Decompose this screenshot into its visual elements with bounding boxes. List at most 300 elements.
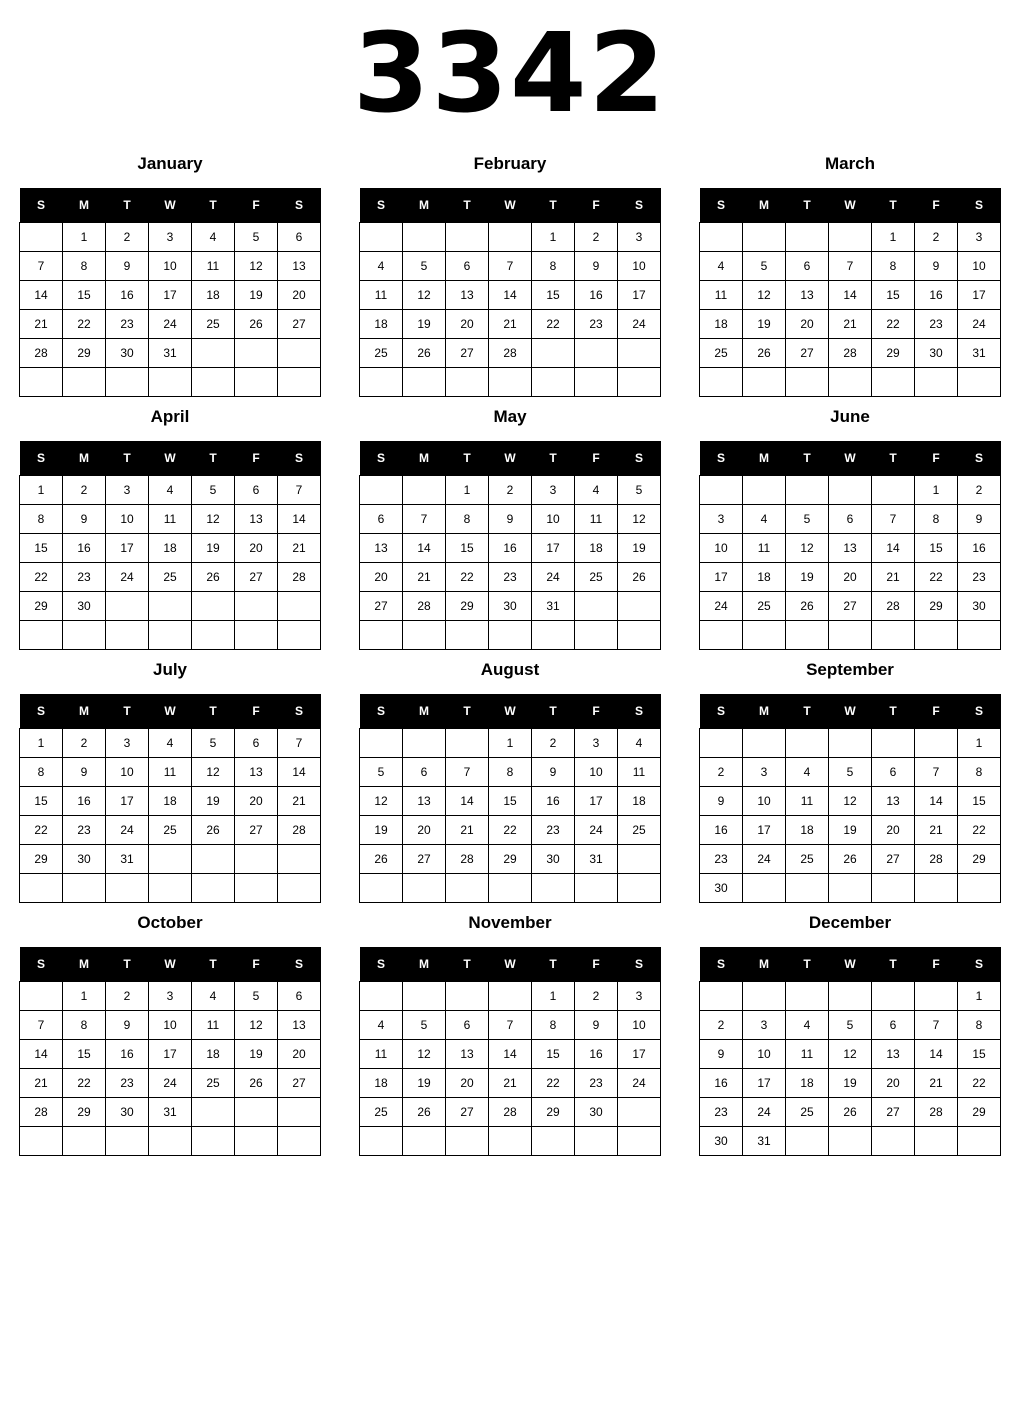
day-cell[interactable]: 8	[63, 1011, 106, 1040]
day-cell[interactable]: 8	[958, 758, 1001, 787]
day-cell[interactable]: 2	[958, 476, 1001, 505]
day-cell[interactable]: 20	[278, 281, 321, 310]
day-cell[interactable]: 25	[786, 845, 829, 874]
day-cell[interactable]: 30	[958, 592, 1001, 621]
day-cell[interactable]: 13	[829, 534, 872, 563]
day-cell[interactable]: 18	[700, 310, 743, 339]
day-cell[interactable]: 2	[575, 223, 618, 252]
day-cell[interactable]: 11	[575, 505, 618, 534]
day-cell[interactable]: 7	[915, 1011, 958, 1040]
day-cell[interactable]: 10	[149, 252, 192, 281]
day-cell[interactable]: 11	[149, 505, 192, 534]
day-cell[interactable]: 25	[192, 310, 235, 339]
day-cell[interactable]: 17	[700, 563, 743, 592]
day-cell[interactable]: 10	[618, 1011, 661, 1040]
day-cell[interactable]: 30	[575, 1098, 618, 1127]
day-cell[interactable]: 6	[278, 223, 321, 252]
day-cell[interactable]: 24	[743, 1098, 786, 1127]
day-cell[interactable]: 19	[618, 534, 661, 563]
day-cell[interactable]: 6	[446, 252, 489, 281]
day-cell[interactable]: 24	[700, 592, 743, 621]
day-cell[interactable]: 22	[63, 1069, 106, 1098]
day-cell[interactable]: 23	[489, 563, 532, 592]
day-cell[interactable]: 29	[872, 339, 915, 368]
day-cell[interactable]: 23	[915, 310, 958, 339]
day-cell[interactable]: 6	[235, 476, 278, 505]
day-cell[interactable]: 24	[106, 816, 149, 845]
day-cell[interactable]: 14	[403, 534, 446, 563]
day-cell[interactable]: 13	[446, 281, 489, 310]
day-cell[interactable]: 23	[958, 563, 1001, 592]
day-cell[interactable]: 24	[618, 310, 661, 339]
day-cell[interactable]: 10	[106, 505, 149, 534]
day-cell[interactable]: 10	[743, 1040, 786, 1069]
day-cell[interactable]: 18	[786, 1069, 829, 1098]
day-cell[interactable]: 11	[360, 281, 403, 310]
day-cell[interactable]: 30	[63, 592, 106, 621]
day-cell[interactable]: 19	[403, 1069, 446, 1098]
day-cell[interactable]: 28	[403, 592, 446, 621]
day-cell[interactable]: 2	[915, 223, 958, 252]
day-cell[interactable]: 6	[446, 1011, 489, 1040]
day-cell[interactable]: 12	[235, 252, 278, 281]
day-cell[interactable]: 17	[575, 787, 618, 816]
day-cell[interactable]: 10	[743, 787, 786, 816]
day-cell[interactable]: 13	[403, 787, 446, 816]
day-cell[interactable]: 9	[106, 252, 149, 281]
day-cell[interactable]: 26	[403, 1098, 446, 1127]
day-cell[interactable]: 18	[360, 1069, 403, 1098]
day-cell[interactable]: 6	[872, 758, 915, 787]
day-cell[interactable]: 19	[829, 1069, 872, 1098]
day-cell[interactable]: 19	[235, 1040, 278, 1069]
day-cell[interactable]: 1	[915, 476, 958, 505]
day-cell[interactable]: 18	[149, 534, 192, 563]
day-cell[interactable]: 16	[106, 1040, 149, 1069]
day-cell[interactable]: 16	[489, 534, 532, 563]
day-cell[interactable]: 30	[489, 592, 532, 621]
day-cell[interactable]: 17	[532, 534, 575, 563]
day-cell[interactable]: 30	[63, 845, 106, 874]
day-cell[interactable]: 14	[446, 787, 489, 816]
day-cell[interactable]: 18	[743, 563, 786, 592]
day-cell[interactable]: 25	[192, 1069, 235, 1098]
day-cell[interactable]: 15	[532, 281, 575, 310]
day-cell[interactable]: 15	[958, 787, 1001, 816]
day-cell[interactable]: 27	[360, 592, 403, 621]
day-cell[interactable]: 25	[360, 339, 403, 368]
day-cell[interactable]: 2	[700, 758, 743, 787]
day-cell[interactable]: 21	[489, 310, 532, 339]
day-cell[interactable]: 25	[743, 592, 786, 621]
day-cell[interactable]: 1	[532, 982, 575, 1011]
day-cell[interactable]: 12	[360, 787, 403, 816]
day-cell[interactable]: 3	[958, 223, 1001, 252]
day-cell[interactable]: 9	[575, 1011, 618, 1040]
day-cell[interactable]: 11	[786, 1040, 829, 1069]
day-cell[interactable]: 15	[446, 534, 489, 563]
day-cell[interactable]: 8	[63, 252, 106, 281]
day-cell[interactable]: 3	[149, 982, 192, 1011]
day-cell[interactable]: 9	[532, 758, 575, 787]
day-cell[interactable]: 3	[575, 729, 618, 758]
day-cell[interactable]: 16	[532, 787, 575, 816]
day-cell[interactable]: 11	[786, 787, 829, 816]
day-cell[interactable]: 12	[235, 1011, 278, 1040]
day-cell[interactable]: 1	[446, 476, 489, 505]
day-cell[interactable]: 10	[700, 534, 743, 563]
day-cell[interactable]: 31	[532, 592, 575, 621]
day-cell[interactable]: 4	[786, 758, 829, 787]
day-cell[interactable]: 5	[618, 476, 661, 505]
day-cell[interactable]: 15	[63, 1040, 106, 1069]
day-cell[interactable]: 3	[532, 476, 575, 505]
day-cell[interactable]: 2	[106, 223, 149, 252]
day-cell[interactable]: 15	[489, 787, 532, 816]
day-cell[interactable]: 1	[958, 982, 1001, 1011]
day-cell[interactable]: 5	[192, 476, 235, 505]
day-cell[interactable]: 12	[192, 505, 235, 534]
day-cell[interactable]: 3	[700, 505, 743, 534]
day-cell[interactable]: 23	[63, 563, 106, 592]
day-cell[interactable]: 11	[149, 758, 192, 787]
day-cell[interactable]: 18	[618, 787, 661, 816]
day-cell[interactable]: 28	[489, 1098, 532, 1127]
day-cell[interactable]: 13	[786, 281, 829, 310]
day-cell[interactable]: 9	[958, 505, 1001, 534]
day-cell[interactable]: 26	[829, 1098, 872, 1127]
day-cell[interactable]: 22	[958, 816, 1001, 845]
day-cell[interactable]: 31	[958, 339, 1001, 368]
day-cell[interactable]: 20	[446, 310, 489, 339]
day-cell[interactable]: 13	[872, 1040, 915, 1069]
day-cell[interactable]: 20	[872, 816, 915, 845]
day-cell[interactable]: 17	[743, 1069, 786, 1098]
day-cell[interactable]: 30	[106, 1098, 149, 1127]
day-cell[interactable]: 5	[786, 505, 829, 534]
day-cell[interactable]: 30	[700, 874, 743, 903]
day-cell[interactable]: 29	[958, 1098, 1001, 1127]
day-cell[interactable]: 9	[575, 252, 618, 281]
day-cell[interactable]: 13	[278, 252, 321, 281]
day-cell[interactable]: 28	[278, 816, 321, 845]
day-cell[interactable]: 27	[446, 339, 489, 368]
day-cell[interactable]: 10	[618, 252, 661, 281]
day-cell[interactable]: 8	[872, 252, 915, 281]
day-cell[interactable]: 16	[63, 534, 106, 563]
day-cell[interactable]: 26	[403, 339, 446, 368]
day-cell[interactable]: 26	[618, 563, 661, 592]
day-cell[interactable]: 3	[743, 758, 786, 787]
day-cell[interactable]: 16	[63, 787, 106, 816]
day-cell[interactable]: 21	[489, 1069, 532, 1098]
day-cell[interactable]: 24	[575, 816, 618, 845]
day-cell[interactable]: 29	[20, 845, 63, 874]
day-cell[interactable]: 1	[532, 223, 575, 252]
day-cell[interactable]: 11	[618, 758, 661, 787]
day-cell[interactable]: 13	[278, 1011, 321, 1040]
day-cell[interactable]: 19	[360, 816, 403, 845]
day-cell[interactable]: 27	[872, 1098, 915, 1127]
day-cell[interactable]: 21	[446, 816, 489, 845]
day-cell[interactable]: 18	[786, 816, 829, 845]
day-cell[interactable]: 19	[192, 534, 235, 563]
day-cell[interactable]: 4	[360, 1011, 403, 1040]
day-cell[interactable]: 29	[63, 1098, 106, 1127]
day-cell[interactable]: 7	[403, 505, 446, 534]
day-cell[interactable]: 28	[278, 563, 321, 592]
day-cell[interactable]: 20	[403, 816, 446, 845]
day-cell[interactable]: 22	[20, 563, 63, 592]
day-cell[interactable]: 10	[149, 1011, 192, 1040]
day-cell[interactable]: 21	[915, 816, 958, 845]
day-cell[interactable]: 9	[700, 1040, 743, 1069]
day-cell[interactable]: 8	[958, 1011, 1001, 1040]
day-cell[interactable]: 26	[829, 845, 872, 874]
day-cell[interactable]: 12	[192, 758, 235, 787]
day-cell[interactable]: 6	[872, 1011, 915, 1040]
day-cell[interactable]: 25	[618, 816, 661, 845]
day-cell[interactable]: 18	[575, 534, 618, 563]
day-cell[interactable]: 4	[149, 729, 192, 758]
day-cell[interactable]: 3	[743, 1011, 786, 1040]
day-cell[interactable]: 1	[872, 223, 915, 252]
day-cell[interactable]: 27	[829, 592, 872, 621]
day-cell[interactable]: 2	[63, 729, 106, 758]
day-cell[interactable]: 8	[489, 758, 532, 787]
day-cell[interactable]: 23	[575, 310, 618, 339]
day-cell[interactable]: 21	[278, 787, 321, 816]
day-cell[interactable]: 9	[63, 505, 106, 534]
day-cell[interactable]: 29	[532, 1098, 575, 1127]
day-cell[interactable]: 25	[700, 339, 743, 368]
day-cell[interactable]: 20	[446, 1069, 489, 1098]
day-cell[interactable]: 21	[872, 563, 915, 592]
day-cell[interactable]: 22	[532, 1069, 575, 1098]
day-cell[interactable]: 12	[743, 281, 786, 310]
day-cell[interactable]: 29	[63, 339, 106, 368]
day-cell[interactable]: 19	[192, 787, 235, 816]
day-cell[interactable]: 7	[278, 476, 321, 505]
day-cell[interactable]: 14	[20, 1040, 63, 1069]
day-cell[interactable]: 14	[489, 1040, 532, 1069]
day-cell[interactable]: 8	[532, 252, 575, 281]
day-cell[interactable]: 14	[872, 534, 915, 563]
day-cell[interactable]: 19	[829, 816, 872, 845]
day-cell[interactable]: 25	[360, 1098, 403, 1127]
day-cell[interactable]: 4	[575, 476, 618, 505]
day-cell[interactable]: 15	[958, 1040, 1001, 1069]
day-cell[interactable]: 28	[20, 1098, 63, 1127]
day-cell[interactable]: 28	[872, 592, 915, 621]
day-cell[interactable]: 22	[20, 816, 63, 845]
day-cell[interactable]: 27	[278, 310, 321, 339]
day-cell[interactable]: 28	[446, 845, 489, 874]
day-cell[interactable]: 16	[915, 281, 958, 310]
day-cell[interactable]: 31	[743, 1127, 786, 1156]
day-cell[interactable]: 17	[618, 1040, 661, 1069]
day-cell[interactable]: 6	[235, 729, 278, 758]
day-cell[interactable]: 4	[192, 982, 235, 1011]
day-cell[interactable]: 17	[106, 787, 149, 816]
day-cell[interactable]: 2	[700, 1011, 743, 1040]
day-cell[interactable]: 12	[829, 1040, 872, 1069]
day-cell[interactable]: 31	[106, 845, 149, 874]
day-cell[interactable]: 17	[958, 281, 1001, 310]
day-cell[interactable]: 5	[403, 1011, 446, 1040]
day-cell[interactable]: 22	[489, 816, 532, 845]
day-cell[interactable]: 8	[532, 1011, 575, 1040]
day-cell[interactable]: 27	[278, 1069, 321, 1098]
day-cell[interactable]: 14	[20, 281, 63, 310]
day-cell[interactable]: 24	[149, 1069, 192, 1098]
day-cell[interactable]: 3	[106, 476, 149, 505]
day-cell[interactable]: 4	[360, 252, 403, 281]
day-cell[interactable]: 22	[915, 563, 958, 592]
day-cell[interactable]: 26	[360, 845, 403, 874]
day-cell[interactable]: 20	[829, 563, 872, 592]
day-cell[interactable]: 14	[829, 281, 872, 310]
day-cell[interactable]: 4	[192, 223, 235, 252]
day-cell[interactable]: 23	[106, 310, 149, 339]
day-cell[interactable]: 30	[106, 339, 149, 368]
day-cell[interactable]: 24	[618, 1069, 661, 1098]
day-cell[interactable]: 17	[149, 1040, 192, 1069]
day-cell[interactable]: 18	[192, 281, 235, 310]
day-cell[interactable]: 5	[403, 252, 446, 281]
day-cell[interactable]: 15	[20, 534, 63, 563]
day-cell[interactable]: 5	[235, 223, 278, 252]
day-cell[interactable]: 7	[20, 1011, 63, 1040]
day-cell[interactable]: 19	[403, 310, 446, 339]
day-cell[interactable]: 31	[149, 1098, 192, 1127]
day-cell[interactable]: 26	[235, 1069, 278, 1098]
day-cell[interactable]: 11	[192, 252, 235, 281]
day-cell[interactable]: 24	[149, 310, 192, 339]
day-cell[interactable]: 30	[700, 1127, 743, 1156]
day-cell[interactable]: 28	[915, 1098, 958, 1127]
day-cell[interactable]: 7	[489, 252, 532, 281]
day-cell[interactable]: 21	[915, 1069, 958, 1098]
day-cell[interactable]: 20	[786, 310, 829, 339]
day-cell[interactable]: 15	[872, 281, 915, 310]
day-cell[interactable]: 5	[743, 252, 786, 281]
day-cell[interactable]: 9	[63, 758, 106, 787]
day-cell[interactable]: 10	[958, 252, 1001, 281]
day-cell[interactable]: 19	[235, 281, 278, 310]
day-cell[interactable]: 22	[958, 1069, 1001, 1098]
day-cell[interactable]: 23	[575, 1069, 618, 1098]
day-cell[interactable]: 13	[872, 787, 915, 816]
day-cell[interactable]: 10	[106, 758, 149, 787]
day-cell[interactable]: 22	[63, 310, 106, 339]
day-cell[interactable]: 6	[403, 758, 446, 787]
day-cell[interactable]: 1	[958, 729, 1001, 758]
day-cell[interactable]: 6	[829, 505, 872, 534]
day-cell[interactable]: 15	[20, 787, 63, 816]
day-cell[interactable]: 7	[446, 758, 489, 787]
day-cell[interactable]: 12	[829, 787, 872, 816]
day-cell[interactable]: 22	[446, 563, 489, 592]
day-cell[interactable]: 3	[618, 982, 661, 1011]
day-cell[interactable]: 16	[700, 816, 743, 845]
day-cell[interactable]: 30	[532, 845, 575, 874]
day-cell[interactable]: 12	[403, 1040, 446, 1069]
day-cell[interactable]: 17	[106, 534, 149, 563]
day-cell[interactable]: 15	[915, 534, 958, 563]
day-cell[interactable]: 28	[915, 845, 958, 874]
day-cell[interactable]: 7	[278, 729, 321, 758]
day-cell[interactable]: 7	[872, 505, 915, 534]
day-cell[interactable]: 27	[872, 845, 915, 874]
day-cell[interactable]: 15	[63, 281, 106, 310]
day-cell[interactable]: 4	[618, 729, 661, 758]
day-cell[interactable]: 27	[403, 845, 446, 874]
day-cell[interactable]: 11	[743, 534, 786, 563]
day-cell[interactable]: 2	[532, 729, 575, 758]
day-cell[interactable]: 23	[700, 1098, 743, 1127]
day-cell[interactable]: 16	[700, 1069, 743, 1098]
day-cell[interactable]: 12	[403, 281, 446, 310]
day-cell[interactable]: 11	[700, 281, 743, 310]
day-cell[interactable]: 31	[575, 845, 618, 874]
day-cell[interactable]: 8	[446, 505, 489, 534]
day-cell[interactable]: 20	[235, 534, 278, 563]
day-cell[interactable]: 17	[149, 281, 192, 310]
day-cell[interactable]: 19	[743, 310, 786, 339]
day-cell[interactable]: 17	[743, 816, 786, 845]
day-cell[interactable]: 29	[958, 845, 1001, 874]
day-cell[interactable]: 4	[786, 1011, 829, 1040]
day-cell[interactable]: 2	[575, 982, 618, 1011]
day-cell[interactable]: 18	[360, 310, 403, 339]
day-cell[interactable]: 21	[403, 563, 446, 592]
day-cell[interactable]: 20	[235, 787, 278, 816]
day-cell[interactable]: 2	[63, 476, 106, 505]
day-cell[interactable]: 25	[149, 563, 192, 592]
day-cell[interactable]: 16	[958, 534, 1001, 563]
day-cell[interactable]: 21	[829, 310, 872, 339]
day-cell[interactable]: 13	[235, 505, 278, 534]
day-cell[interactable]: 27	[786, 339, 829, 368]
day-cell[interactable]: 23	[700, 845, 743, 874]
day-cell[interactable]: 24	[106, 563, 149, 592]
day-cell[interactable]: 18	[149, 787, 192, 816]
day-cell[interactable]: 13	[360, 534, 403, 563]
day-cell[interactable]: 29	[915, 592, 958, 621]
day-cell[interactable]: 26	[743, 339, 786, 368]
day-cell[interactable]: 24	[958, 310, 1001, 339]
day-cell[interactable]: 14	[915, 787, 958, 816]
day-cell[interactable]: 2	[106, 982, 149, 1011]
day-cell[interactable]: 15	[532, 1040, 575, 1069]
day-cell[interactable]: 6	[278, 982, 321, 1011]
day-cell[interactable]: 2	[489, 476, 532, 505]
day-cell[interactable]: 22	[532, 310, 575, 339]
day-cell[interactable]: 1	[63, 223, 106, 252]
day-cell[interactable]: 26	[786, 592, 829, 621]
day-cell[interactable]: 31	[149, 339, 192, 368]
day-cell[interactable]: 30	[915, 339, 958, 368]
day-cell[interactable]: 7	[915, 758, 958, 787]
day-cell[interactable]: 20	[278, 1040, 321, 1069]
day-cell[interactable]: 4	[149, 476, 192, 505]
day-cell[interactable]: 3	[149, 223, 192, 252]
day-cell[interactable]: 11	[192, 1011, 235, 1040]
day-cell[interactable]: 29	[20, 592, 63, 621]
day-cell[interactable]: 27	[235, 563, 278, 592]
day-cell[interactable]: 3	[618, 223, 661, 252]
